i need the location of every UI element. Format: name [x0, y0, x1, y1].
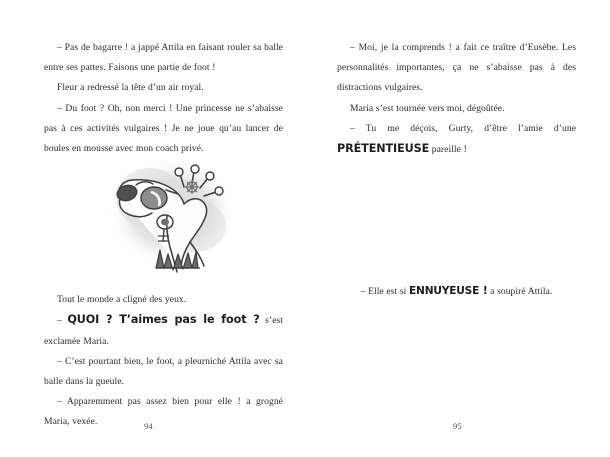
paragraph-shout-pretentieuse [337, 119, 576, 160]
illustration-fleur-crowned-dog [72, 150, 272, 278]
paragraph: – C’est pourtant bien, le foot, a pleurniché Attila avec sa balle dans la gueule. [44, 355, 283, 388]
page-number-right: 95 [453, 422, 462, 431]
right-page-text-block [337, 38, 576, 409]
shout-text-ennuyeuse: ENNUYEUSE ! [409, 285, 488, 298]
paragraph-shout-ennuyeuse [337, 281, 576, 302]
caption-prefix: – Elle est si [360, 286, 409, 298]
paragraph: – Apparemment pas assez bien pour elle ! a grogné Maria, vexée. [44, 396, 283, 428]
paragraph: Tout le monde a cligné des yeux. [57, 294, 187, 306]
page-number-left: 94 [144, 422, 153, 431]
shout-suffix: pareille ! [429, 144, 467, 156]
paragraph-shout-quoi [44, 310, 283, 351]
shout-text-pretentieuse: PRÉTENTIEUSE [337, 142, 430, 156]
right-page [305, 0, 610, 457]
shout-suffix: s’est exclamée Maria. [44, 315, 283, 347]
illustration-spacer-maria [337, 160, 576, 281]
paragraph: Maria s’est tournée vers moi, dégoûtée. [350, 102, 505, 114]
dash-prefix: – [57, 315, 68, 327]
paragraph: – Du foot ? Oh, non merci ! Une princesse ne s’abaisse pas à ces activités vulgaires ! Je ne joue qu’au lancer de boules en mousse avec mon coach privé. [44, 102, 283, 155]
paragraph: – Pas de bagarre ! a jappé Attila en faisant rouler sa balle entre ses pattes. Faisons une partie de foot ! [44, 42, 283, 74]
caption-suffix: a soupiré Attila. [487, 286, 553, 298]
paragraph: Fleur a redressé la tête d’un air royal. [57, 82, 204, 94]
paragraph: – Moi, je la comprends ! a fait ce traître d’Eusèbe. Les personnalités importantes, ça ne s’abaisse pas à des distractions vulgaires. [337, 42, 576, 94]
shout-text-quoi: QUOI ? T’aimes pas le foot ? [67, 313, 260, 327]
illustration-spacer-attila [337, 302, 576, 408]
shout-prefix: – Tu me déçois, Gurty, d’être l’amie d’une [350, 122, 576, 134]
